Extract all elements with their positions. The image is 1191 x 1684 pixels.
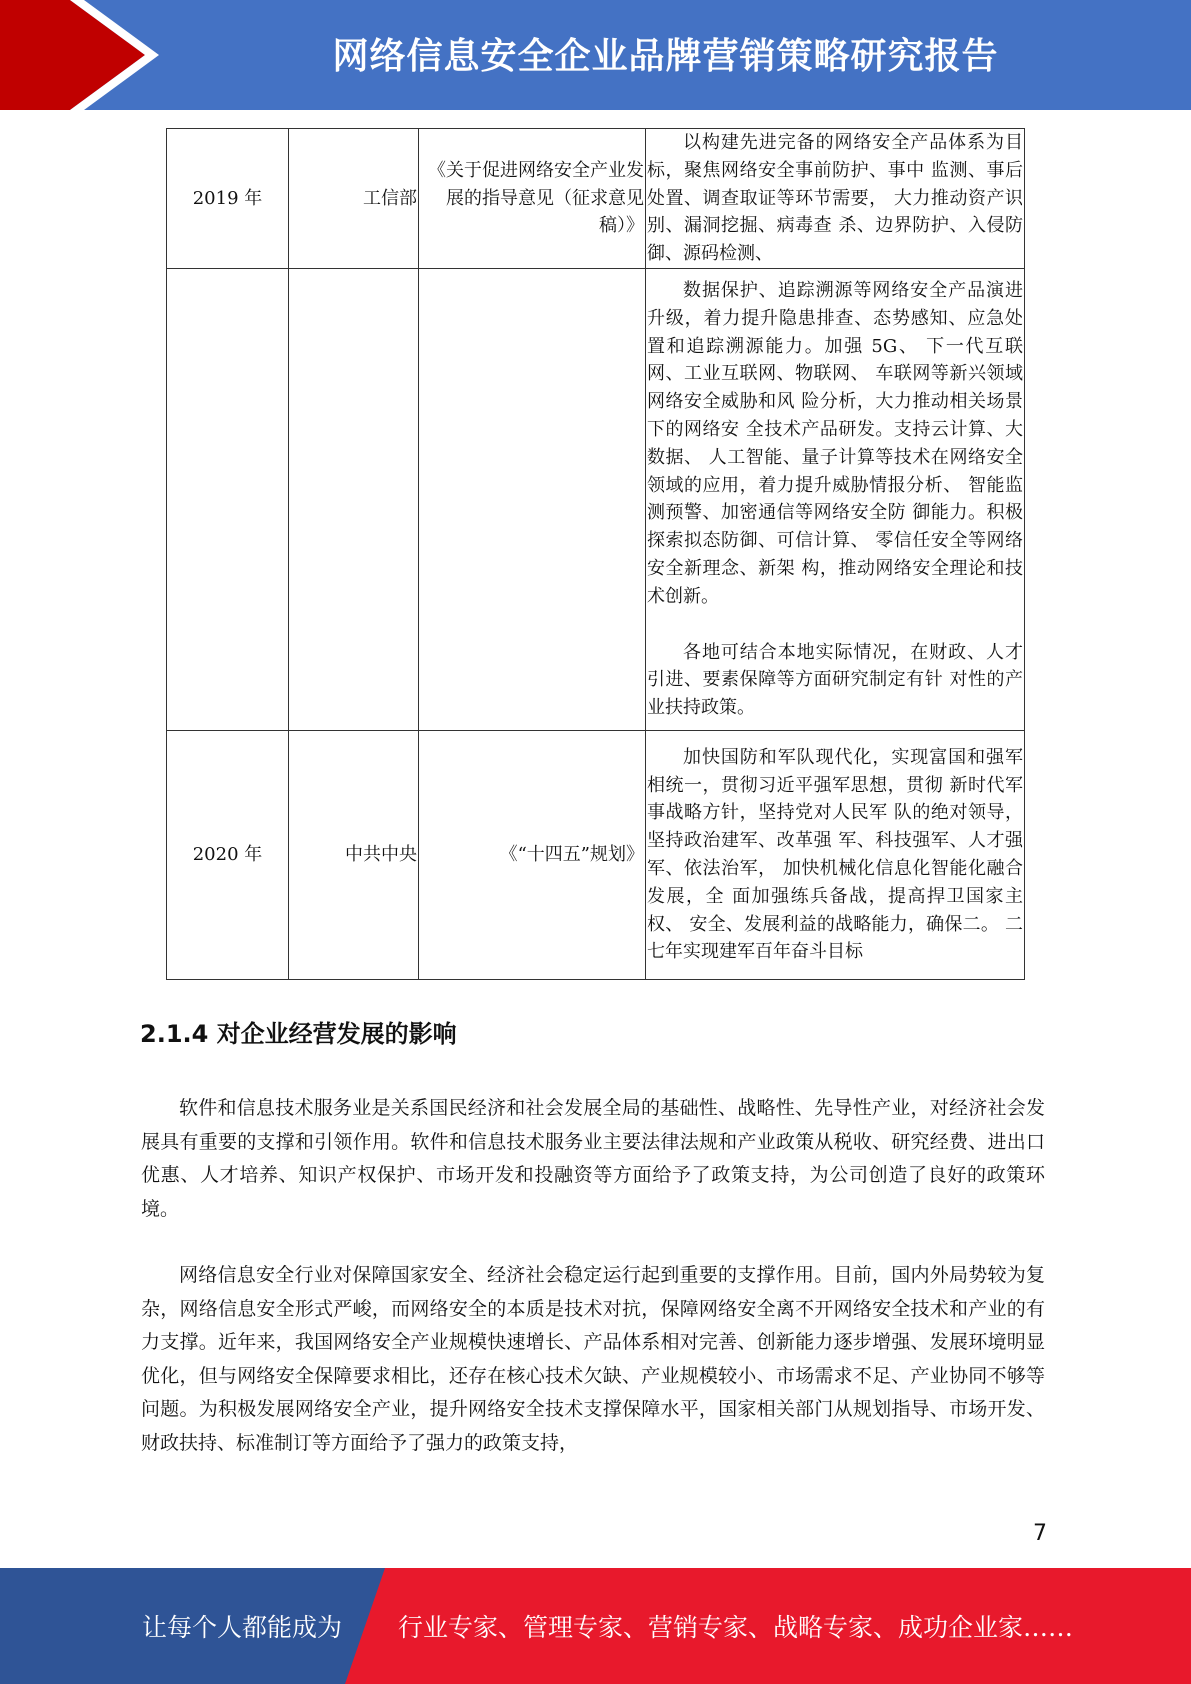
body-paragraph: 软件和信息技术服务业是关系国民经济和社会发展全局的基础性、战略性、先导性产业，对经济社会发展具有重要的支撑和引领作用。软件和信息技术服务业主要法律法规和产业政策从税收、研究经费、进出口优惠、人才培养、知识产权保护、市场开发和投融资等方面给予了政策支持，为公司创造了良好的政策环境。	[141, 1097, 1045, 1220]
content-paragraph: 各地可结合本地实际情况，在财政、人才引进、要素保障等方面研究制定有针 对性的产业扶持政策。	[647, 641, 1023, 719]
year-cell	[167, 269, 289, 731]
content-paragraph: 加快国防和军队现代化，实现富国和强军相统一，贯彻习近平强军思想，贯彻 新时代军事战略方针，坚持党对人民军 队的绝对领导，坚持政治建军、改革强 军、科技强军、人才强军、依法治军， 加快机械化信息化智能化融合发展，全 面加强练兵备战，提高捍卫国家主权、 安全、发展利益的战略能力，确保二。 二七年实现建军百年奋斗目标	[647, 746, 1023, 963]
content-cell	[646, 129, 1025, 269]
table-row	[167, 731, 1025, 980]
content-paragraph: 以构建先进完备的网络安全产品体系为目标，聚焦网络安全事前防护、事中 监测、事后处置、调查取证等环节需要， 大力推动资产识别、漏洞挖掘、病毒查 杀、边界防护、入侵防御、源码检测、	[647, 132, 1023, 265]
year-cell: 2020 年	[167, 731, 289, 980]
year-cell: 2019 年	[167, 129, 289, 269]
header-arrow-decoration	[0, 0, 200, 110]
department-cell	[289, 269, 419, 731]
report-title: 网络信息安全企业品牌营销策略研究报告	[332, 36, 999, 77]
page-number: 7	[1033, 1521, 1047, 1546]
footer-slogan-left: 让每个人都能成为	[142, 1613, 343, 1642]
content-paragraph: 数据保护、追踪溯源等网络安全产品演进升级，着力提升隐患排查、态势感知、应急处置和追踪溯源能力。加强 5G、 下一代互联网、工业互联网、物联网、 车联网等新兴领域网络安全威胁和风 险分析，大力推动相关场景下的网络安 全技术产品研发。支持云计算、大数据、 人工智能、量子计算等技术在网络安全 领域的应用，着力提升威胁情报分析、 智能监测预警、加密通信等网络安全防 御能力。积极探索拟态防御、可信计算、 零信任安全等网络安全新理念、新架 构，推动网络安全理论和技术创新。	[647, 280, 1023, 607]
document-cell: 《关于促进网络安全产业发展的指导意见（征求意见稿）》	[419, 129, 646, 269]
page-header	[0, 0, 1191, 110]
body-paragraph: 网络信息安全行业对保障国家安全、经济社会稳定运行起到重要的支撑作用。目前，国内外局势较为复杂，网络信息安全形式严峻，而网络安全的本质是技术对抗，保障网络安全离不开网络安全技术和产业的有力支撑。近年来，我国网络安全产业规模快速增长、产品体系相对完善、创新能力逐步增强、发展环境明显优化，但与网络安全保障要求相比，还存在核心技术欠缺、产业规模较小、市场需求不足、产业协同不够等问题。为积极发展网络安全产业，提升网络安全技术支撑保障水平，国家相关部门从规划指导、市场开发、财政扶持、标准制订等方面给予了强力的政策支持，	[141, 1264, 1045, 1454]
table-row	[167, 269, 1025, 731]
table-row	[167, 129, 1025, 269]
document-cell: 《“十四五”规划》	[419, 731, 646, 980]
department-cell: 工信部	[289, 129, 419, 269]
header-red-arrow	[0, 0, 145, 110]
policy-table	[166, 128, 1025, 980]
department-cell: 中共中央	[289, 731, 419, 980]
content-cell	[646, 731, 1025, 980]
page-footer	[0, 1568, 1191, 1684]
section-heading: 2.1.4 对企业经营发展的影响	[140, 1020, 457, 1048]
paragraph-gap	[647, 611, 1023, 639]
content-cell	[646, 269, 1025, 731]
footer-slogan-right: 行业专家、管理专家、营销专家、战略专家、成功企业家……	[398, 1613, 1074, 1642]
document-cell	[419, 269, 646, 731]
